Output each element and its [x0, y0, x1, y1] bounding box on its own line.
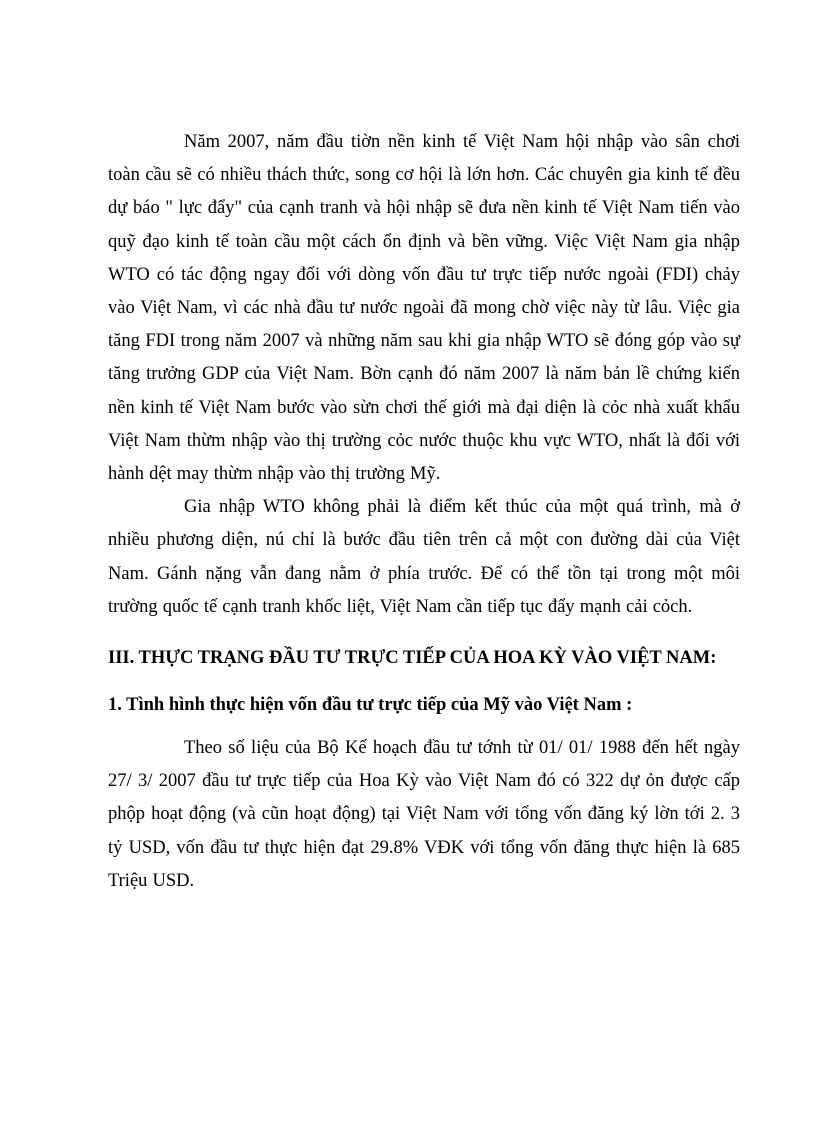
paragraph-investment-stats: Theo số liệu của Bộ Kế hoạch đầu tư tớnh từ 01/ 01/ 1988 đến hết ngày 27/ 3/ 2007 đầu tư trực tiếp của Hoa Kỳ vào Việt Nam đó có 322 dự ỏn được cấp phộp hoạt động (và cũn hoạt động) tại Việt Nam với tổng vốn đăng ký lờn tới 2. 3 tỷ USD, vốn đầu tư thực hiện đạt 29.8% VĐK với tổng vốn đăng thực hiện là 685 Triệu USD.: [108, 738, 740, 891]
paragraph-wto-not-end: Gia nhập WTO không phải là điểm kết thúc của một quá trình, mà ở nhiều phương diện, nú chỉ là bước đầu tiên trên cả một con đường dài của Việt Nam. Gánh nặng vẫn đang nằm ở phía trước. Để có thể tồn tại trong một môi trường quốc tế cạnh tranh khốc liệt, Việt Nam cần tiếp tục đẩy mạnh cải cỏch.: [108, 497, 740, 617]
paragraph-wto-2007: Năm 2007, năm đầu tiờn nền kinh tế Việt Nam hội nhập vào sân chơi toàn cầu sẽ có nhiều thách thức, song cơ hội là lớn hơn. Các chuyên gia kinh tế đều dự báo " lực đẩy" của cạnh tranh và hội nhập sẽ đưa nền kinh tế Việt Nam tiến vào quỹ đạo kinh tế toàn cầu một cách ổn định và bền vững. Việc Việt Nam gia nhập WTO có tác động ngay đối với dòng vốn đầu tư trực tiếp nước ngoài (FDI) chảy vào Việt Nam, vì các nhà đầu tư nước ngoài đã mong chờ việc này từ lâu. Việc gia tăng FDI trong năm 2007 và những năm sau khi gia nhập WTO sẽ đóng góp vào sự tăng trưởng GDP của Việt Nam. Bờn cạnh đó năm 2007 là năm bản lề chứng kiến nền kinh tế Việt Nam bước vào sừn chơi thế giới mà đại diện là cỏc nhà xuất khẩu Việt Nam thừm nhập vào thị trường cỏc nước thuộc khu vực WTO, nhất là đối với hành dệt may thừm nhập vào thị trường Mỹ.: [108, 132, 740, 485]
document-page: [108, 126, 740, 898]
section-heading: III. THỰC TRẠNG ĐẦU TƯ TRỰC TIẾP CỦA HOA KỲ VÀO VIỆT NAM:: [108, 648, 717, 669]
subsection-heading: 1. Tình hình thực hiện vốn đầu tư trực tiếp của Mỹ vào Việt Nam :: [108, 695, 633, 716]
